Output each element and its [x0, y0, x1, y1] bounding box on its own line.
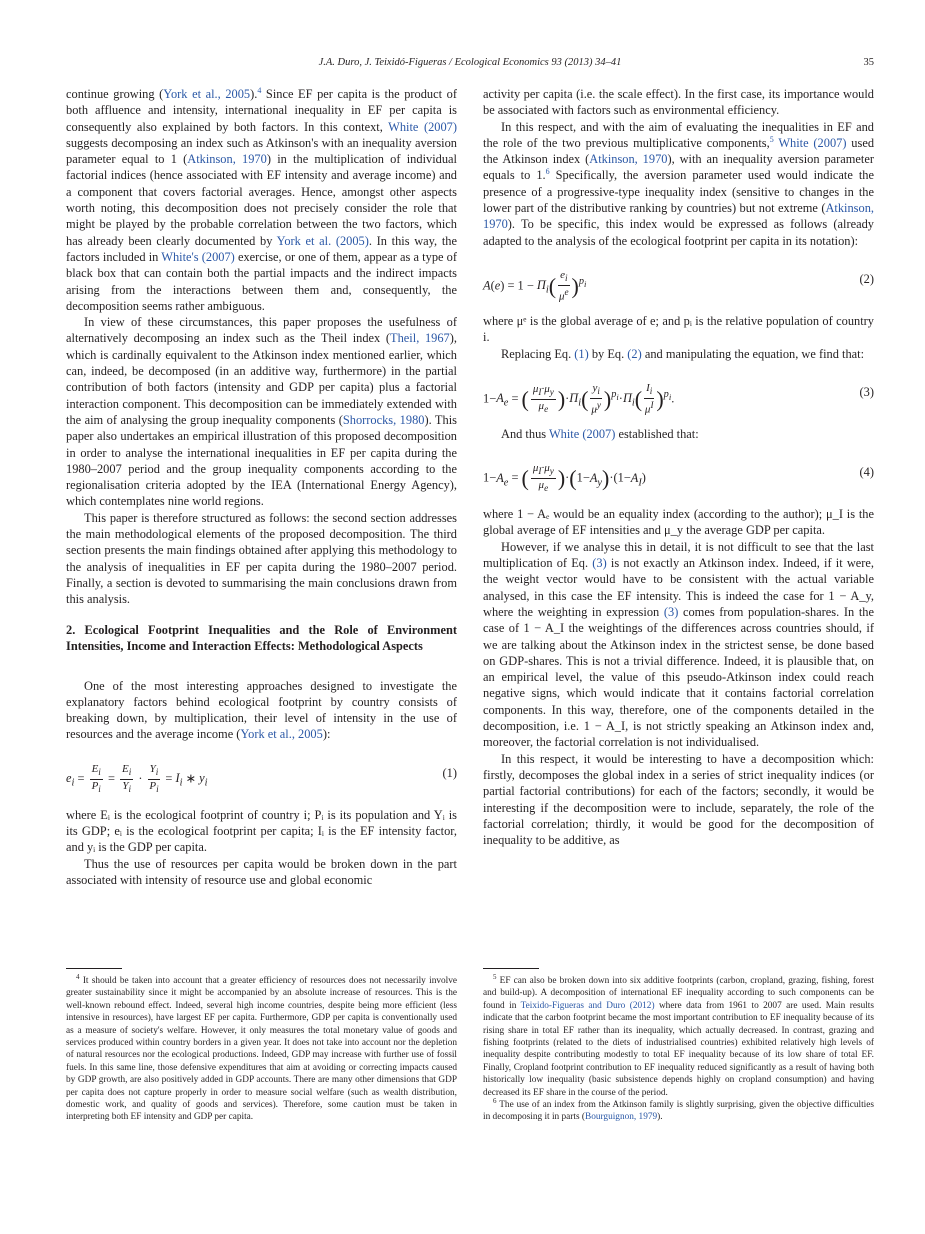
- citation-link[interactable]: York et al., 2005: [163, 87, 251, 101]
- footnote-marker[interactable]: 4: [257, 85, 262, 95]
- paragraph: where 1 − Aₑ would be an equality index (according to the author); μ_I is the global average of EF intensities and μ_y the average GDP per capita.: [483, 507, 874, 538]
- right-column: [483, 86, 874, 848]
- paragraph: In this respect, it would be interesting to have a decomposition which: firstly, decomposes the global index in a series of strict inequality indices (or partial factorial contributions) for each of the factors; secondly, it would be interesting if the decomposition were to include, separately, the role of the factorial correlation; thirdly, it would be good for the decomposition of inequality to be additive, as: [483, 751, 874, 848]
- citation-link[interactable]: Atkinson, 1970: [187, 152, 267, 167]
- citation-link[interactable]: White (2007): [778, 135, 847, 150]
- paragraph: In this respect, and with the aim of evaluating the inequalities in EF and the role of the two previous multiplicative components,$^5$ White (2007) used the Atkinson index (Atkinson, 1970), with an inequality aversion parameter equals to 1.$^6$ Specifically, the aversion parameter used would indicate the presence of a progressive-type inequality index (sensitive to changes in the lower part of the distributive ranking by countries) but not extreme (Atkinson, 1970). To be specific, this index would be expressed as follows (already adapted to the analysis of the ecological footprint per capita in its notation):: [483, 119, 875, 248]
- footnote-rule: [483, 968, 539, 969]
- equation-number: (1): [442, 765, 457, 780]
- equation-link[interactable]: (2): [627, 346, 642, 361]
- paragraph: continue growing (York et al., 2005).$^4$ Since EF per capita is the product of both affluence and intensity, international inequality in EF per capita is consequently also explained by both factors. In this context, White (2007) suggests decomposing an index such as Atkinson's with an inequality aversion parameter equal to 1 (Atkinson, 1970) in the multiplication of individual factorial indices (hence associated with EF intensity and average income) and a component that covers factorial averages. Hence, amongst other aspects worth noting, this decomposition does not precisely consider the role that might be played by the probable correlation between the two factors, which has already been clearly documented by York et al. (2005). In this way, the factors included in White's (2007) exercise, or one of them, appear as a type of black box that can contain both the partial impacts and the indirect impacts arising from the interactions between them and, consequently, the decomposition seems rather ambiguous.: [66, 85, 458, 313]
- citation-link[interactable]: York et al., 2005: [240, 727, 323, 742]
- citation-link[interactable]: Atkinson, 1970: [589, 152, 668, 167]
- equation-number: (4): [859, 465, 874, 480]
- paragraph: One of the most interesting approaches designed to investigate the explanatory factors behind ecological footprint by country consists of breaking down, by multiplication, their level of intensity in the use of resources and the average income (York et al., 2005):: [66, 678, 457, 742]
- paragraph: And thus White (2007) established that:: [501, 426, 699, 441]
- footnote-6: $^6$ The use of an index from the Atkinson family is slightly surprising, given the objective difficulties in decomposing it in parts (Bourguignon, 1979).: [483, 1096, 874, 1123]
- paragraph: However, if we analyse this in detail, it is not difficult to see that the last multiplication of Eq. (3) is not exactly an Atkinson index. Indeed, if it were, the weight vector would have to be consistent with the actual variable analysed, in this case the EF intensity. This is indeed the case for 1 − A_y, where the weighting in expression (3) comes from population-shares. In the case of 1 − A_I the weightings of the differences across countries should, if we are talking about the Atkinson index in the strictest sense, be done based on GDP-shares. This is not a trivial difference. Indeed, it is plausible that, on an empirical level, the value of this pseudo-Atkinson index could reach negative signs, which would indicate that it contains factorial correlation components. In this way, therefore, one of the components detailed in the decomposition, i.e. 1 − A_I, is not strictly speaking an Atkinson index and, moreover, the factorial correlation is not individualised.: [483, 539, 875, 750]
- paragraph: where μᵉ is the global average of e; and pᵢ is the relative population of country i.: [483, 313, 874, 345]
- citation-link[interactable]: White (2007): [548, 426, 616, 441]
- footnote-rule: [66, 968, 122, 969]
- equation-link[interactable]: (3): [592, 556, 607, 571]
- citation-link[interactable]: Teixido-Figueras and Duro (2012): [520, 1000, 655, 1011]
- equation-number: (2): [859, 271, 874, 286]
- citation-link[interactable]: White's (2007): [161, 249, 235, 264]
- equation-3: $1-A_e$ = ( $\frac{\mu_I\cdot\mu_y}{\mu_e}$ )$\cdot\Pi_i$( $\frac{y_i}{\mu^y}$ )$^{p_i}\cdot\Pi_i$( $\frac{I_i}{\mu^I}$ )$^{p_i}$. (3): [483, 381, 874, 416]
- paragraph: In view of these circumstances, this paper proposes the usefulness of alternatively decomposing an index such as the Theil index (Theil, 1967), which is cardinally equivalent to the Atkinson index mentioned earlier, which can, indeed, be decomposed (in an additive way, furthermore) in the partial contribution of both factors (intensity and GDP per capita) plus a factorial interaction component. This decomposition can be immediately extended with the aim of analysing the group inequality components (Shorrocks, 1980). This paper also undertakes an empirical illustration of this proposed decomposition in order to analyse the international inequalities in EF per capita during the 1980–2007 period and the group inequality components according to the regionalisation criteria adopted by the IEA (International Energy Agency), which contemplates nine world regions.: [66, 315, 457, 509]
- paragraph: where Eᵢ is the ecological footprint of country i; Pᵢ is its population and Yᵢ is its GDP; eᵢ is the ecological footprint per capita; Iᵢ is the EF intensity factor, and yᵢ is the GDP per capita.: [66, 807, 457, 855]
- running-title: J.A. Duro, J. Teixidó-Figueras / Ecological Economics 93 (2013) 34–41: [318, 57, 622, 68]
- citation-link[interactable]: York et al. (2005): [276, 233, 369, 248]
- equation-4: $1-A_e$ = ( $\frac{\mu_I\cdot\mu_y}{\mu_e}$ )$\cdot(1-A_y)\cdot(1-A_I)$ (4): [483, 462, 874, 494]
- paragraph: This paper is therefore structured as follows: the second section addresses the main methodological elements of the proposed decomposition. The third section presents the main findings obtained after applying this methodology to the analysis of inequalities in EF per capita during the 1980–2007 period. Finally, a section is devoted to summarising the main conclusions drawn from this analysis.: [66, 510, 457, 607]
- footnotes-left: [66, 968, 457, 1124]
- equation-2: $A(e) = 1 - \Pi_i$( $\frac{e_i}{\mu^e}$ )$^{p_i}$ (2): [483, 268, 874, 303]
- equation-link[interactable]: (3): [663, 604, 679, 619]
- footnote-4: $^4$ It should be taken into account that a greater efficiency of resources does not necessarily involve greater sustainability since it might be accompanied by an absolute increase of resources. This is the well-known rebound effect. Indeed, several high income countries, despite being more efficient (less intensive in resources), have largest EF per capita. Furthermore, GDP per capita is conventionally used as a measure of society's welfare. However, it only measures the total monetary value of goods and services produced within country borders in a given year. It does not take into account nor the depletion of natural resources nor the ecological productions. Indeed, GDP may increase with further use of fossil fuels. In this same line, those defensive expenditures that aim at avoiding or correcting impacts caused by GDP growth, are also positively added in GDP accounts. There are many other dimensions that GDP per capita does not capture properly in order to measure social welfare (such as wealth distribution, domestic work, and quality of goods and services). Therefore, some caution must be taken in interpreting both EF intensity and GDP per capita.: [66, 972, 457, 1123]
- citation-link[interactable]: Atkinson, 1970: [483, 201, 874, 232]
- citation-link[interactable]: White (2007): [388, 119, 458, 134]
- citation-link[interactable]: Shorrocks, 1980: [342, 412, 425, 427]
- paragraph: Thus the use of resources per capita would be broken down in the part associated with intensity of resource use and global economic: [66, 856, 457, 887]
- equation-link[interactable]: (1): [574, 346, 589, 361]
- citation-link[interactable]: Bourguignon, 1979: [585, 1112, 658, 1123]
- footnote-marker[interactable]: 5: [769, 134, 774, 144]
- footnotes-right: [483, 968, 874, 1124]
- page-number: 35: [863, 57, 874, 68]
- left-column: [66, 86, 457, 888]
- paragraph: Replacing Eq. (1) by Eq. (2) and manipulating the equation, we find that:: [501, 346, 865, 361]
- footnote-marker[interactable]: 6: [545, 167, 550, 177]
- footnote-5: $^5$ EF can also be broken down into six additive footprints (carbon, cropland, grazing, fishing, forest and build-up). A decomposition of international EF inequality according to such components can be found in Teixido-Figueras and Duro (2012) where data from 1961 to 2007 are used. Main results indicate that the carbon footprint became the most important contribution to EF inequality because of its rising share in total EF rather than its inequality, which actually decreased. In contrast, grazing and fishing footprints (related to the diets of industrialised countries) exhibited relatively high levels of inequality despite contributing modestly to total EF inequality because of its low share of total EF. Finally, Cropland footprint contribution to EF inequality reduced significantly as a result of having both historically low inequality (basic subsistence depends highly on cropland consumption) and having decreased its EF share in the course of the period.: [483, 972, 875, 1098]
- section-heading: 2. Ecological Footprint Inequalities and the Role of Environment Intensities, Income and Interaction Effects: Methodological Aspects: [66, 622, 457, 653]
- equation-number: (3): [859, 384, 874, 399]
- citation-link[interactable]: Theil, 1967: [390, 331, 450, 346]
- paragraph: activity per capita (i.e. the scale effect). In the first case, its importance would be associated with factors such as environmental efficiency.: [483, 87, 874, 118]
- equation-1: $e_i$ = $\frac{E_i}{P_i}$ = $\frac{E_i}{Y_i}$ · $\frac{Y_i}{P_i}$ = $I_i$ ∗ $y_i$ (1): [66, 762, 457, 795]
- running-header: [66, 57, 874, 73]
